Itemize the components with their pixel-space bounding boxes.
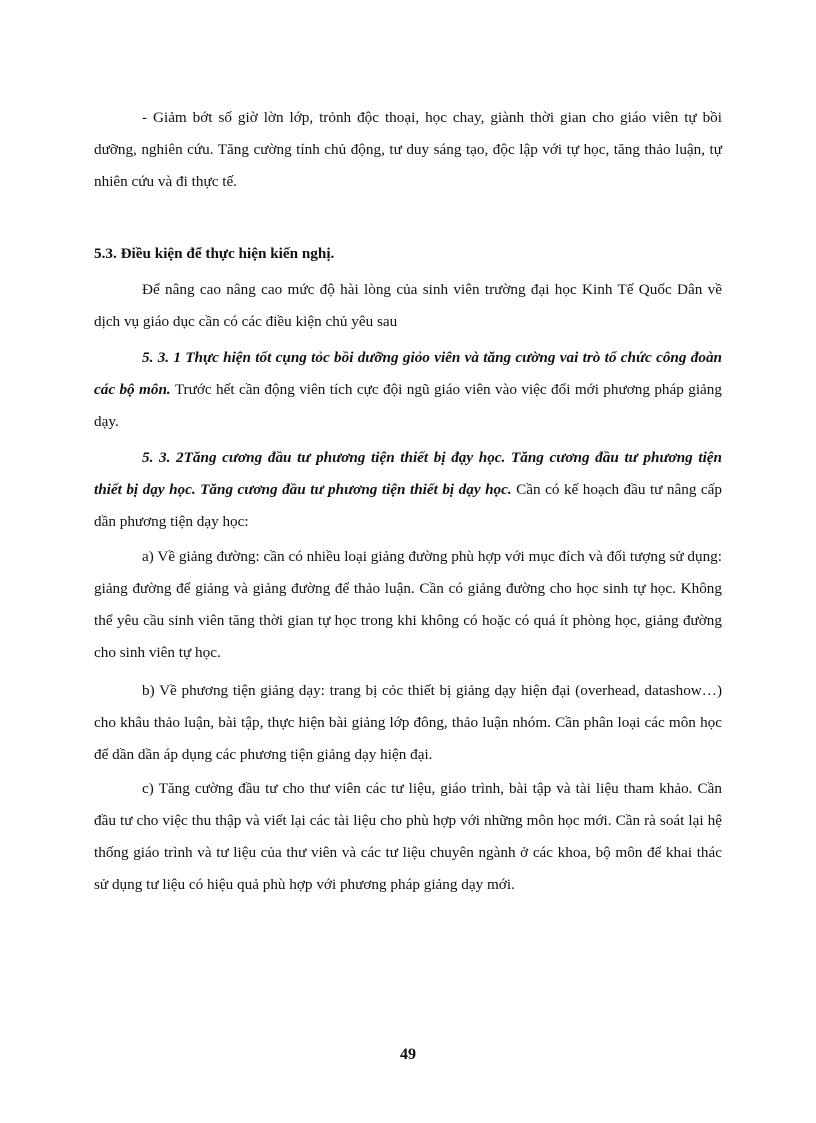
- document-page: [94, 0, 722, 1123]
- paragraph-text: Cần có kế hoạch đầu tư nâng cấp dần phương tiện dạy học:: [94, 481, 723, 530]
- paragraph-equipment-investment: [94, 442, 722, 538]
- paragraph-conditions-intro: [94, 274, 722, 338]
- paragraph-text: Để nâng cao nâng cao mức độ hài lòng của sinh viên trường đại học Kinh Tế Quốc Dân về dịch vụ giáo dục cần có các điều kiện chủ yêu sau: [94, 281, 722, 330]
- paragraph-library-investment: [94, 773, 722, 901]
- paragraph-text: b) Về phương tiện giảng dạy: trang bị cỏc thiết bị giảng dạy hiện đại (overhead, datashow…) cho khâu thảo luận, bài tập, thực hiện bài giảng lớp đông, thảo luận nhóm. Cần phân loại các môn học để dần dần áp dụng các phương tiện giảng dạy hiện đại.: [94, 682, 722, 763]
- paragraph-text: c) Tăng cường đầu tư cho thư viên các tư liệu, giáo trình, bài tập và tài liệu tham khảo. Cần đầu tư cho việc thu thập và viết lại các tài liệu cho phù hợp với những môn học mới. Cần rà soát lại hệ thống giáo trình và tư liệu của thư viên và các tư liệu chuyên ngành ở các khoa, bộ môn để khai thác sử dụng tư liệu có hiệu quả phù hợp với phương pháp giảng dạy mới.: [94, 780, 722, 893]
- paragraph-text: - Giảm bớt số giờ lờn lớp, trỏnh độc thoại, học chay, giành thời gian cho giáo viên tự bồi dưỡng, nghiên cứu. Tăng cường tính chủ động, tư duy sáng tạo, độc lập với tự học, tăng thảo luận, tự nhiên cứu và đi thực tế.: [94, 109, 722, 190]
- subsection-title: 5. 3. 1 Thực hiện tốt cụng tỏc bồi dưỡng giỏo viên và tăng cường vai trò tổ chức công đoàn các bộ môn.: [94, 349, 722, 398]
- section-heading: [94, 238, 722, 270]
- paragraph-lecture-halls: [94, 541, 722, 669]
- paragraph-teaching-equipment: [94, 675, 722, 771]
- page-number: 49: [400, 1046, 416, 1063]
- paragraph-text: Trước hết cần động viên tích cực đội ngũ giáo viên vào việc đổi mới phương pháp giảng dạy.: [94, 381, 722, 430]
- paragraph-teacher-training: [94, 342, 722, 438]
- section-heading-text: 5.3. Điều kiện để thực hiện kiến nghị.: [94, 245, 335, 262]
- paragraph-reduce-lecture-hours: [94, 102, 722, 198]
- paragraph-text: a) Về giảng đường: cần có nhiều loại giảng đường phù hợp với mục đích và đối tượng sử dụng: giảng đường để giảng và giảng đường để thảo luận. Cần có giảng đường cho học sinh tự học. Không thể yêu cầu sinh viên tăng thời gian tự học trong khi không có hoặc có quá ít phòng học, giảng đường cho sinh viên tự học.: [94, 548, 722, 661]
- subsection-title: 5. 3. 2Tăng cương đầu tư phương tiện thiết bị đạy học. Tăng cương đầu tư phương tiện thiết bị dạy học. Tăng cương đầu tư phương tiện thiết bị dạy học.: [94, 449, 722, 498]
